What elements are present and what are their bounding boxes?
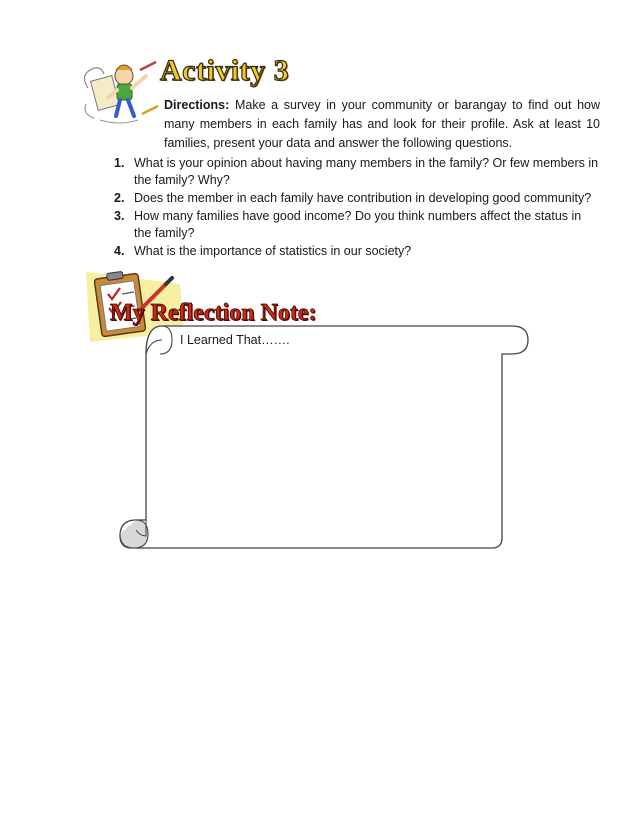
question-text: Does the member in each family have contribution in developing good community? bbox=[134, 191, 592, 205]
question-number: 3. bbox=[114, 209, 125, 223]
question-item-4 bbox=[114, 243, 602, 260]
activity-clipart-icon bbox=[80, 58, 162, 128]
reflection-scroll-box bbox=[110, 322, 550, 562]
question-number: 2. bbox=[114, 191, 125, 205]
question-text: What is the importance of statistics in our society? bbox=[134, 244, 412, 258]
questions-list bbox=[114, 155, 602, 261]
question-number: 4. bbox=[114, 244, 125, 258]
directions-paragraph bbox=[164, 96, 600, 153]
question-text: What is your opinion about having many members in the family? Or few members in the family? Why? bbox=[134, 156, 599, 187]
reflection-title: My Reflection Note: bbox=[110, 300, 317, 326]
question-item-3 bbox=[114, 208, 602, 242]
question-item-1 bbox=[114, 155, 602, 189]
directions-label: Directions: bbox=[164, 98, 230, 112]
question-item-2 bbox=[114, 190, 602, 207]
activity-title: Activity 3 bbox=[160, 54, 290, 87]
question-number: 1. bbox=[114, 156, 125, 170]
reflection-prompt: I Learned That……. bbox=[180, 333, 290, 347]
question-text: How many families have good income? Do you think numbers affect the status in the family? bbox=[134, 209, 582, 240]
directions-text: Make a survey in your community or barangay to find out how many members in each family has and look for their profile. Ask at least 10 families, present your data and answer the following questions. bbox=[164, 98, 600, 150]
